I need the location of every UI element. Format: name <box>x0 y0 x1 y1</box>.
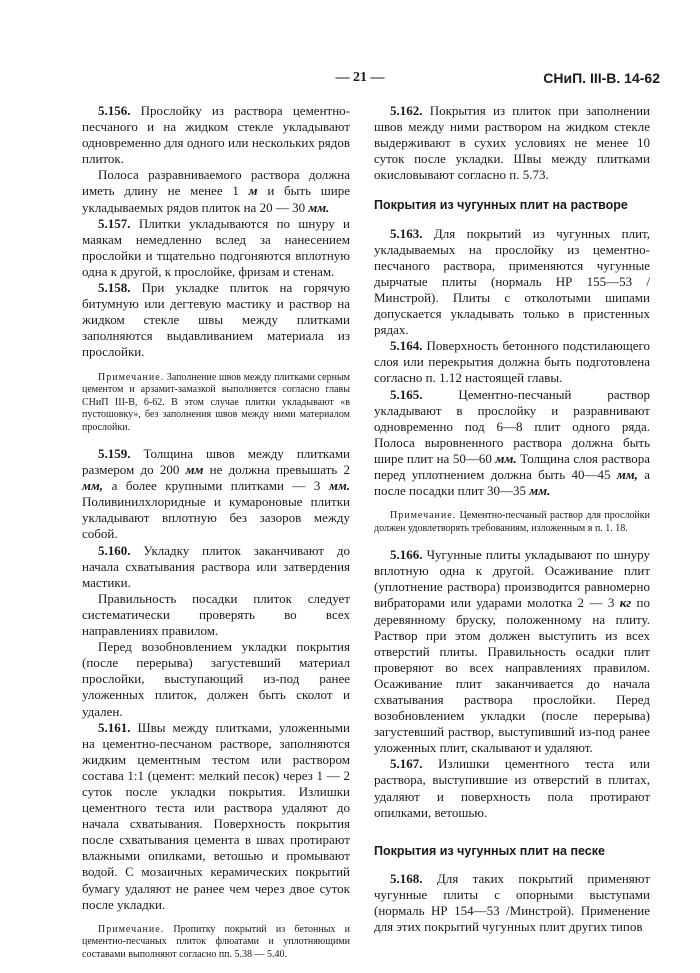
note-3: Примечание. Цементно-песчаный раствор для прослойки должен удовлетворять требованиям, изложенным в п. 1. 18. <box>374 510 650 534</box>
clause-number: 5.168. <box>390 870 423 886</box>
clause-number: 5.165. <box>390 386 423 402</box>
paragraph-5-165: 5.165. Цементно-песчаный раствор укладывают в прослойку и разравнивают одновременно под 6—8 плит одного ряда. Полоса выровненного раствора должна быть шире плит на 50—60 мм. Толщина слоя раствора перед уплотнением должна быть 40—45 мм, а после посадки плит 30—35 мм. <box>374 386 650 499</box>
clause-number: 5.163. <box>390 225 423 241</box>
clause-number: 5.164. <box>390 338 423 354</box>
paragraph-5-156: 5.156. Прослойку из раствора цементно-песчаного и на жидком стекле укладывают одновременно для одного или нескольких рядов плиток. <box>82 103 350 167</box>
paragraph-5-168: 5.168. Для таких покрытий применяют чугунные плиты с опорными выступами (нормаль НР 154—53 /Минстрой). Применение для этих покрытий чугунных плит других типов <box>374 870 650 935</box>
paragraph-5-161: 5.161. Швы между плитками, уложенными на цементно-песчаном растворе, заполняются жидким цементным тестом или раствором состава 1:1 (цемент: мелкий песок) через 1 — 2 суток после укладки покрытия. Излишки цементного теста или раствора удаляют до начала схватывания. Поверхность покрытия после схватывания цемента в швах протирают влажными опилками, ветошью и промывают водой. С мозаичных керамических покрытий бумагу удаляют не ранее чем через двое суток после укладки. <box>82 719 350 912</box>
clause-number: 5.166. <box>390 547 423 563</box>
paragraph-5-163: 5.163. Для покрытий из чугунных плит, укладываемых на прослойку из цементно-песчаного раствора, применяются чугунные дырчатые плиты (нормаль НР 155—53 /Минстрой). Плиты с отколотыми шипами допускается укладывать только в пристенных рядах. <box>374 225 650 338</box>
clause-number: 5.157. <box>98 215 131 231</box>
paragraph-5-160-c: Перед возобновлением укладки покрытия (после перерыва) загустевший материал прослойки, выступающий из-под ранее уложенных плиток, должен быть сколот и удален. <box>82 639 350 719</box>
clause-number: 5.156. <box>98 103 131 118</box>
paragraph-5-160-b: Правильность посадки плиток следует систематически проверять во всех направлениях правилом. <box>82 590 350 639</box>
note-1: Примечание. Заполнение швов между плитками серным цементом и арзамит-замазкой выполняется согласно главы СНиП III-В, 6-62. В этом случае плитки укладывают «в пустошовку», без заполнения швов между ними материалом прослойки. <box>82 371 350 433</box>
paragraph-5-159: 5.159. Толщина швов между плитками размером до 200 мм не должна превышать 2 мм, а более крупными плитками — 3 мм. Поливинилхлоридные и кумароновые плитки укладывают вплотную без зазоров между собой. <box>82 446 350 542</box>
right-column <box>374 103 650 935</box>
clause-number: 5.159. <box>98 446 131 461</box>
page-header <box>60 70 660 90</box>
section-heading-cast-iron-sand: Покрытия из чугунных плит на песке <box>374 843 605 858</box>
paragraph-5-167: 5.167. Излишки цементного теста или раствора, выступившие из отверстий в плитах, удаляют и поверхность пола протирают опилками, ветошью. <box>374 756 650 820</box>
paragraph-5-158: 5.158. При укладке плиток на горячую битумную или дегтевую мастику и раствор на жидком стекле швы между плитками заполняются выдавливанием материала из прослойки. <box>82 280 350 360</box>
clause-number: 5.167. <box>390 756 423 772</box>
paragraph-5-160: 5.160. Укладку плиток заканчивают до начала схватывания раствора или затвердения мастики. <box>82 542 350 590</box>
paragraph-5-164: 5.164. Поверхность бетонного подстилающего слоя или перекрытия должна быть подготовлена согласно п. 1.12 настоящей главы. <box>374 338 650 386</box>
paragraph-5-166: 5.166. Чугунные плиты укладывают по шнуру вплотную одна к другой. Осаживание плит (уплотнение раствора) производится равномерно вибраторами или ударами молотка 2 — 3 кг по деревянному бруску, положенному на плиту. Раствор при этом должен выступить из всех отверстий плиты. Правильность осадки плит проверяют во всех направлениях правилом. Осаживание плит заканчивается до начала схватывания раствора прослойки. Перед возобновлением укладки (после перерыва) загустевший раствор, выступивший из-под ранее уложенных плит, скалывают и удаляют. <box>374 547 650 756</box>
paragraph-5-162: 5.162. Покрытия из плиток при заполнении швов между ними раствором на жидком стекле выдерживают в сухих условиях не менее 10 суток после укладки. Швы между плитками окисловывают согласно п. 5.73. <box>374 103 650 183</box>
clause-number: 5.161. <box>98 719 131 735</box>
page-number: — 21 — <box>335 70 385 85</box>
note-2: Примечание. Пропитку покрытий из бетонных и цементно-песчаных плиток флюатами и уплотняющими составами выполняют согласно пп. 5.38 — 5.40. <box>82 923 350 960</box>
paragraph-5-157: 5.157. Плитки укладываются по шнуру и маякам немедленно вслед за нанесением прослойки и тщательно подгоняются вплотную одна к другой, к прослойке, фризам и стенам. <box>82 215 350 279</box>
clause-number: 5.158. <box>98 280 131 296</box>
left-column <box>82 103 350 973</box>
clause-number: 5.160. <box>98 542 131 558</box>
clause-number: 5.162. <box>390 103 423 118</box>
paragraph-5-156-cont: Полоса разравниваемого раствора должна иметь длину не менее 1 м и быть шире укладываемых рядов плиток на 20 — 30 мм. <box>82 167 350 215</box>
document-code: СНиП. III-В. 14-62 <box>543 70 660 86</box>
section-heading-cast-iron-mortar: Покрытия из чугунных плит на растворе <box>374 198 628 213</box>
